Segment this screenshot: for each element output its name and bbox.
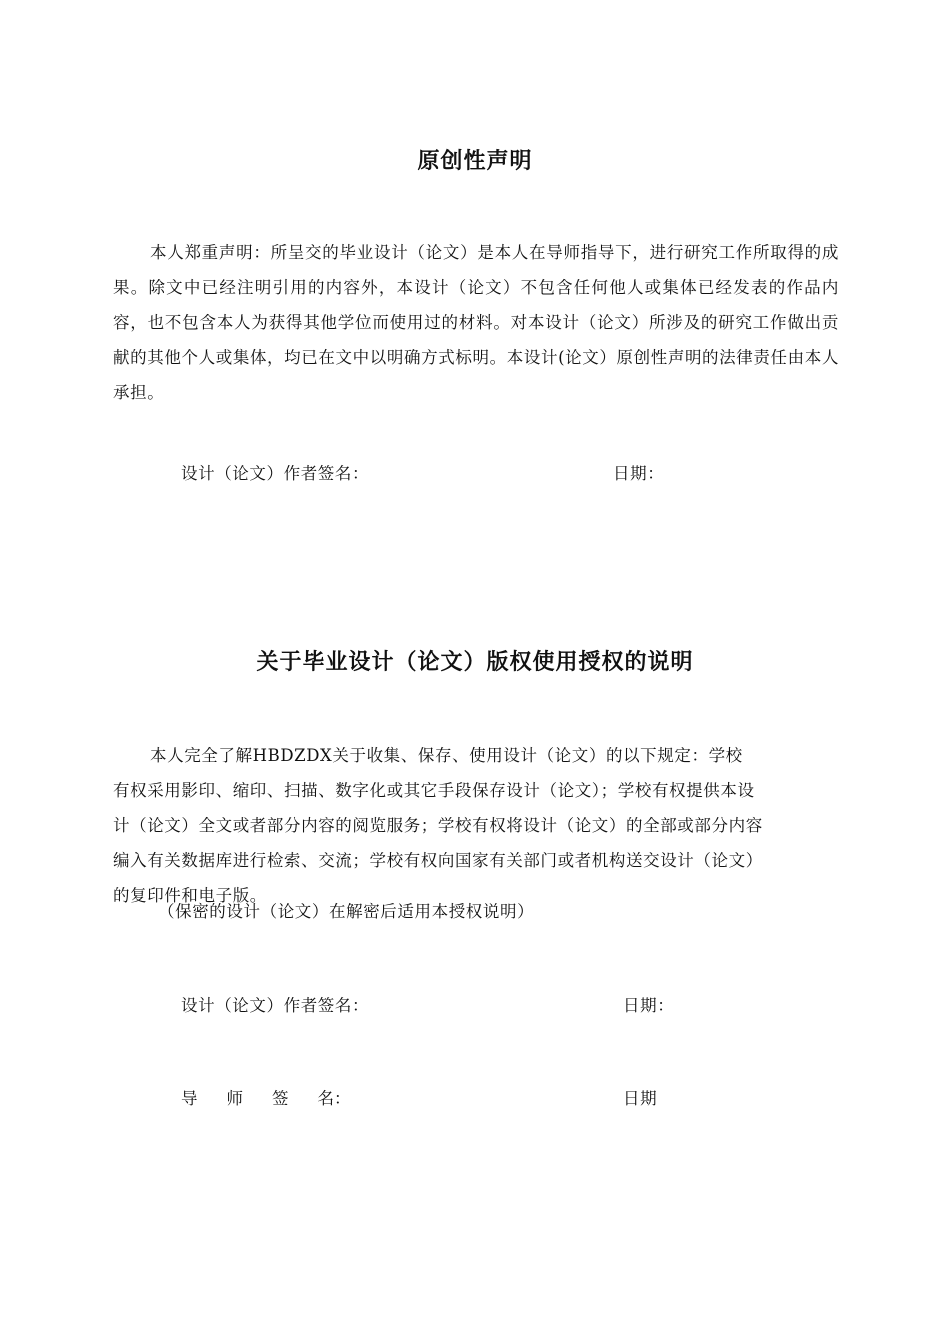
author-signature-label: 设计（论文）作者签名： [181,996,370,1015]
confidentiality-note: （保密的设计（论文）在解密后适用本授权说明） [158,902,535,921]
author-date-label: 日期： [623,996,675,1015]
advisor-label-char: 名： [317,1089,351,1108]
copyright-line: 编入有关数据库进行检索、交流；学校有权向国家有关部门或者机构送交设计（论文） [113,851,763,870]
copyright-line: 本人完全了解HBDZDX关于收集、保存、使用设计（论文）的以下规定：学校 [150,746,743,765]
advisor-label-char: 导 [181,1089,198,1108]
advisor-label-char: 师 [226,1089,243,1108]
copyright-line: 有权采用影印、缩印、扫描、数字化或其它手段保存设计（论文）；学校有权提供本设 [113,781,755,800]
originality-statement: 本人郑重声明：所呈交的毕业设计（论文）是本人在导师指导下，进行研究工作所取得的成果。除文中已经注明引用的内容外，本设计（论文）不包含任何他人或集体已经发表的作品内容，也不包含本人为获得其他学位而使用过的材料。对本设计（论文）所涉及的研究工作做出贡献的其他个人或集体，均已在文中以明确方式标明。本设计(论文）原创性声明的法律责任由本人承担。 [113,243,839,402]
author-signature-label: 设计（论文）作者签名： [181,464,370,483]
signature-date-label: 日期： [613,464,665,483]
advisor-label-char: 签 [272,1089,289,1108]
copyright-line: 的复印件和电子版。 [113,886,267,905]
advisor-signature-label [181,1085,351,1109]
copyright-title: 关于毕业设计（论文）版权使用授权的说明 [256,650,694,675]
copyright-line: 计（论文）全文或者部分内容的阅览服务；学校有权将设计（论文）的全部或部分内容 [113,816,763,835]
originality-title: 原创性声明 [417,149,533,174]
copyright-statement [113,738,839,913]
advisor-date-label: 日期 [623,1089,658,1108]
